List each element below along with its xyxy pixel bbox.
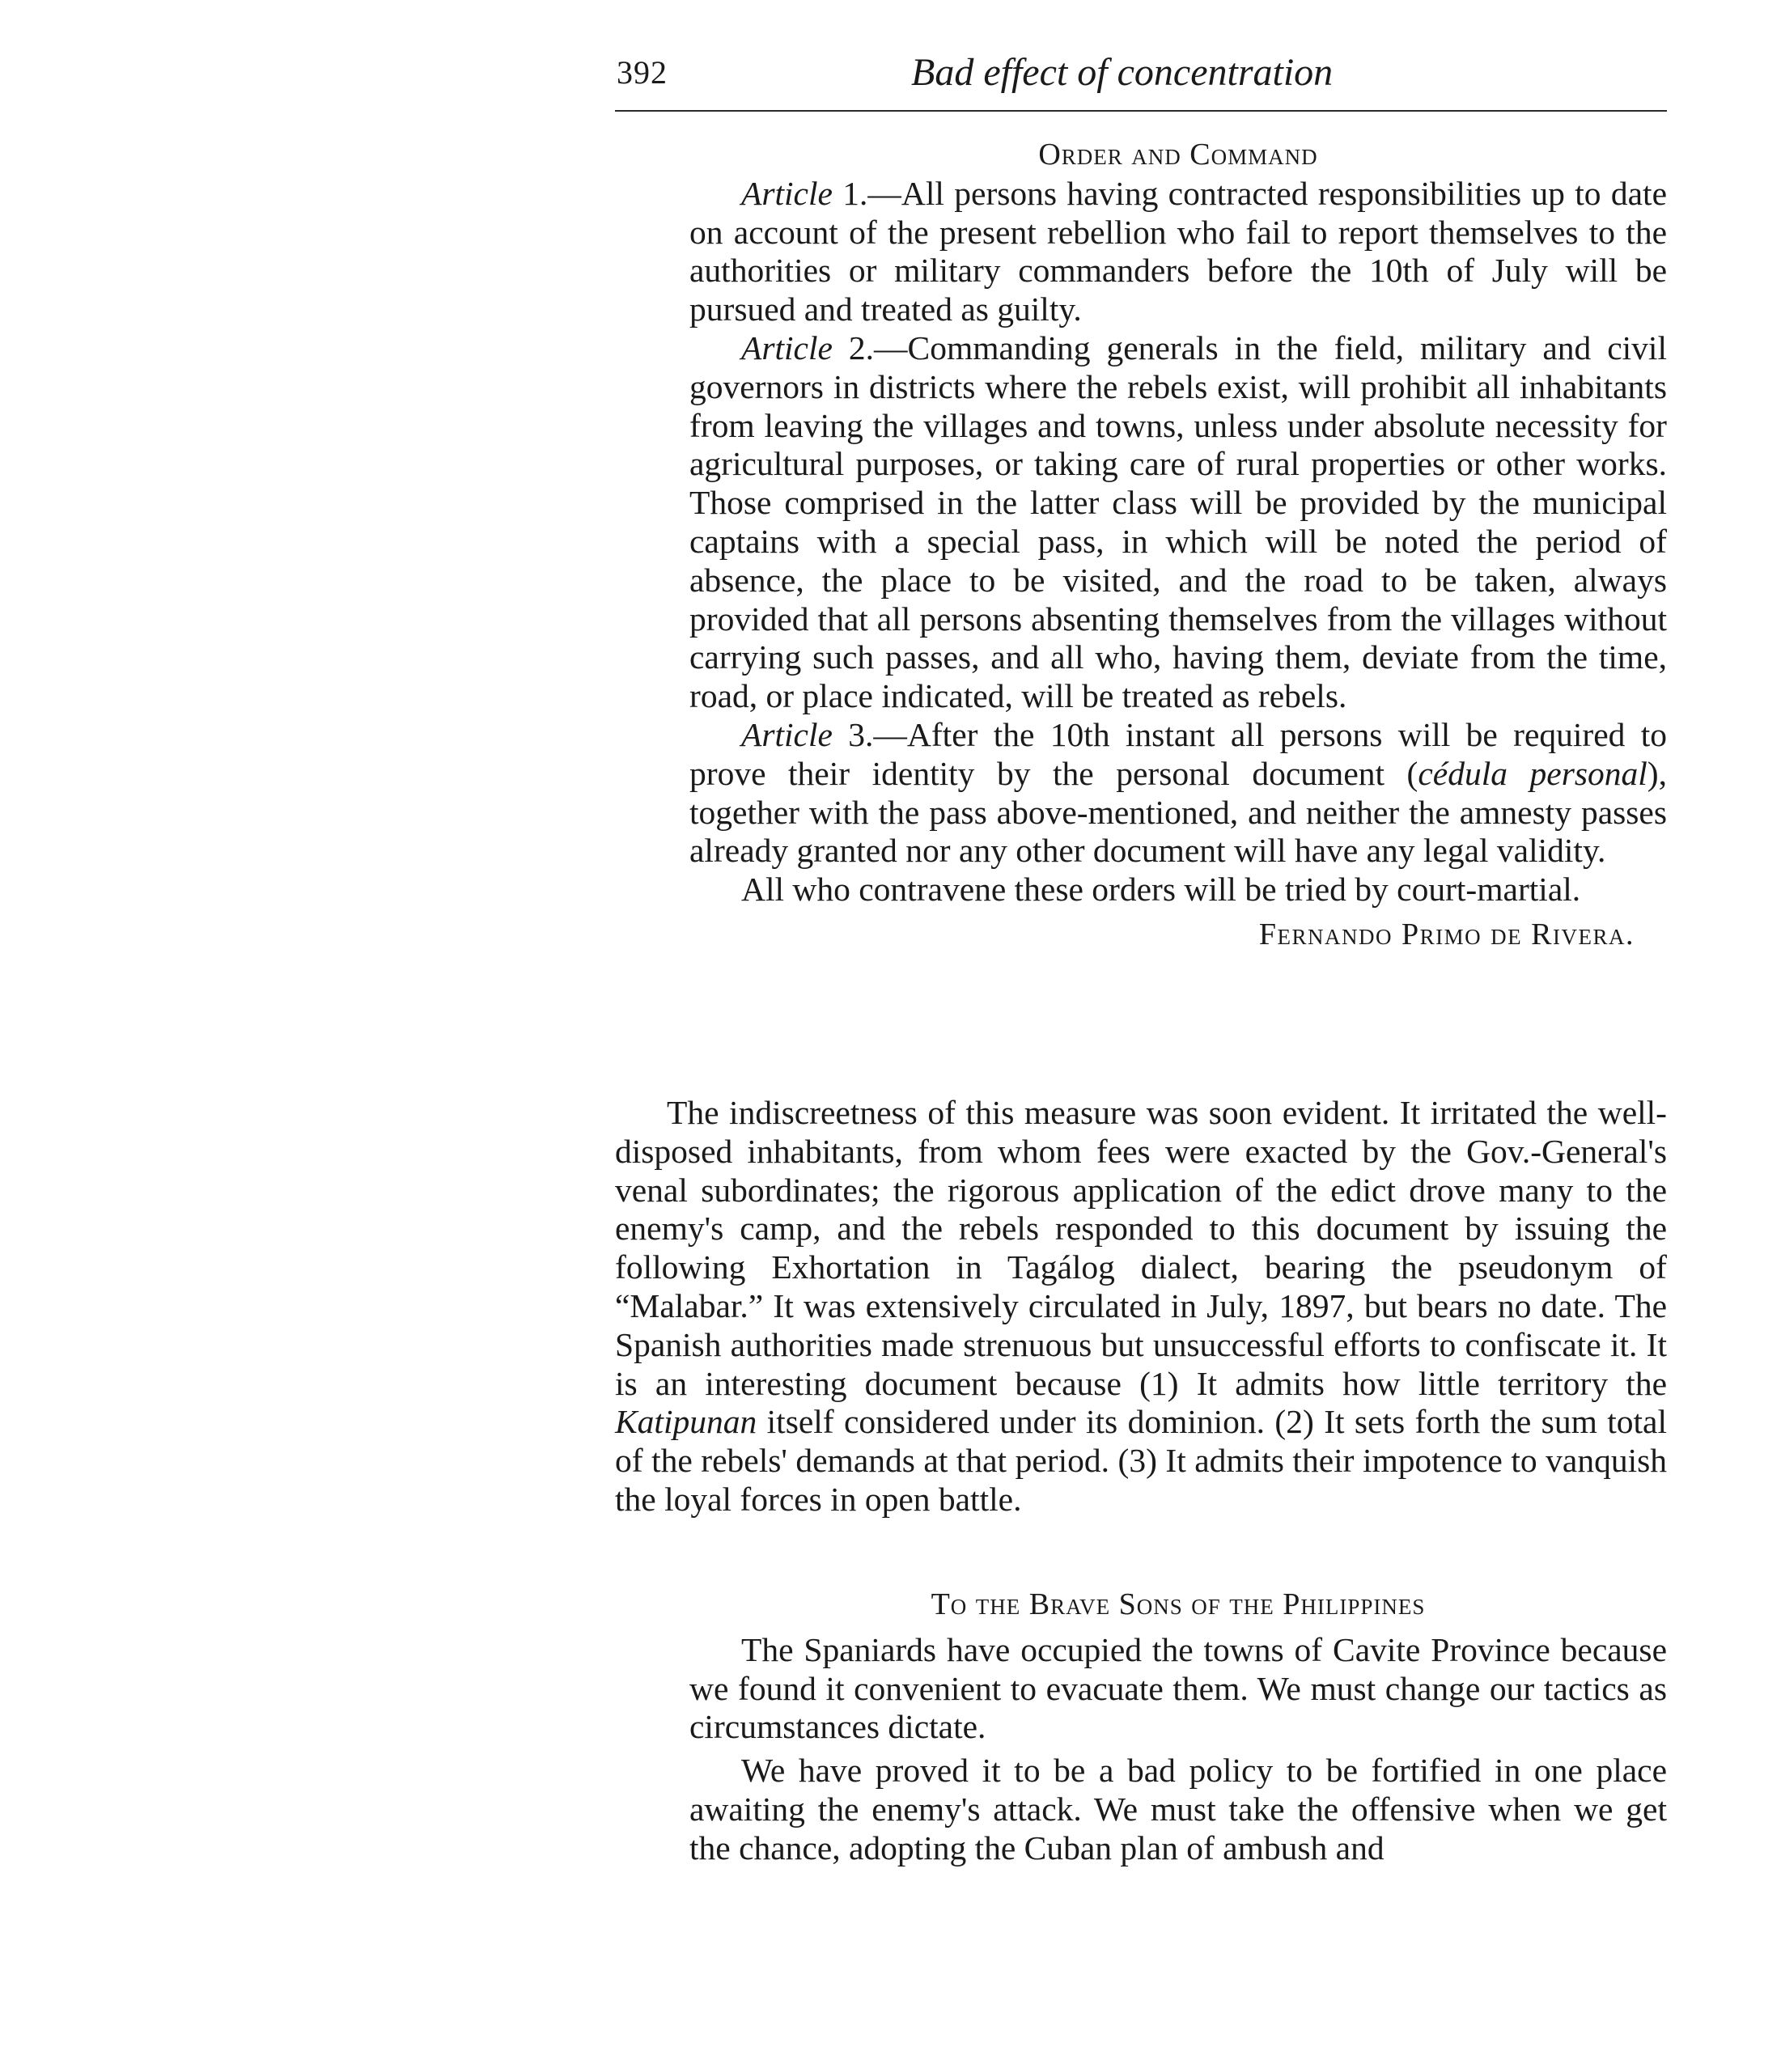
commentary-italic: Katipunan	[615, 1403, 757, 1441]
article-1	[689, 175, 1667, 329]
page-number: 392	[617, 54, 668, 91]
page-header	[612, 50, 1667, 107]
commentary-text-before: The indiscreetness of this measure was soon evident. It irritated the well-disposed inhabitants, from whom fees were exacted by the Gov.-General's venal subordinates; the rigorous application of the edict drove many to the enemy's camp, and the rebels responded to this document by issuing the following Exhortation in Tagálog dialect, bearing the pseudonym of “Malabar.” It was extensively circulated in July, 1897, but bears no date. The Spanish authorities made strenuous but unsuccessful efforts to confiscate it. It is an interesting document because (1) It admits how little territory the	[615, 1094, 1667, 1402]
exhortation-section	[689, 1586, 1667, 1868]
header-rule	[615, 110, 1667, 112]
order-heading: Order and Command	[1038, 138, 1318, 172]
article-1-number: 1.	[842, 174, 868, 212]
commentary-text-after: itself considered under its dominion. (2) It sets forth the sum total of the rebels' demands at that period. (3) It admits their impotence to vanquish the loyal forces in open battle.	[615, 1403, 1667, 1518]
article-3-italic: cédula personal	[1418, 754, 1647, 792]
running-title: Bad effect of concentration	[911, 51, 1334, 94]
article-3	[689, 716, 1667, 871]
exhortation-paragraph-2: We have proved it to be a bad policy to be fortified in one place awaiting the enemy's attack. We must take the offensive when we get the chance, adopting the Cuban plan of ambush and	[689, 1752, 1667, 1866]
commentary-section	[615, 1094, 1667, 1519]
article-1-label: Article	[741, 174, 833, 212]
article-3-label: Article	[741, 715, 833, 753]
commentary-paragraph	[615, 1094, 1667, 1519]
article-1-text: —All persons having contracted responsibilities up to date on account of the present rebellion who fail to report themselves to the authorities or military commanders before the 10th of July will be pursued and treated as guilty.	[689, 174, 1667, 328]
order-section	[689, 136, 1667, 955]
article-2-number: 2.	[848, 328, 875, 367]
exhortation-heading: To the Brave Sons of the Philippines	[931, 1587, 1426, 1621]
exhortation-paragraph-1: The Spaniards have occupied the towns of Cavite Province because we found it convenient to evacuate them. We must change our tactics as circumstances dictate.	[689, 1630, 1667, 1746]
article-3-text-after: ), together with the pass above-mentioned, and neither the amnesty passes already granted nor any other document will have any legal validity.	[689, 754, 1667, 870]
signature: Fernando Primo de Rivera.	[1258, 917, 1635, 951]
order-closing: All who contravene these orders will be tried by court-martial.	[741, 871, 1581, 909]
article-3-number: 3.	[848, 715, 874, 753]
article-2-label: Article	[741, 328, 833, 367]
article-2-text: —Commanding generals in the field, military and civil governors in districts where the rebels exist, will prohibit all inhabitants from leaving the villages and towns, unless under absolute necessity for agricultural purposes, or taking care of rural properties or other works. Those comprised in the latter class will be provided by the municipal captains with a special pass, in which will be noted the period of absence, the place to be visited, and the road to be taken, always provided that all persons absenting themselves from the villages without carrying such passes, and all who, having them, deviate from the time, road, or place indicated, will be treated as rebels.	[689, 328, 1667, 715]
article-2	[689, 329, 1667, 716]
article-3-text-before: —After the 10th instant all persons will be required to prove their identity by the personal document (	[689, 715, 1667, 792]
